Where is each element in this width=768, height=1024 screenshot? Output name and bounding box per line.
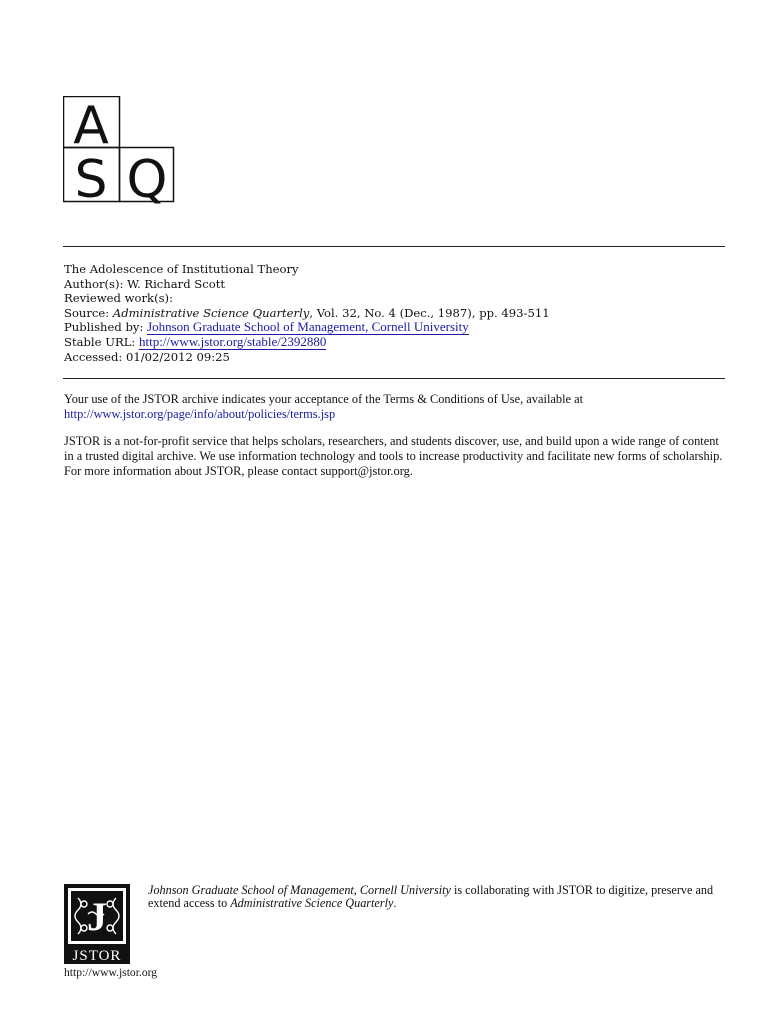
svg-text:J: J	[87, 894, 107, 939]
published-line	[64, 320, 726, 335]
registered-mark: ®	[120, 950, 127, 960]
article-title: The Adolescence of Institutional Theory	[64, 262, 299, 276]
jstor-home-link[interactable]: http://www.jstor.org	[64, 966, 158, 979]
publisher-link[interactable]: Johnson Graduate School of Management, Cornell University	[147, 319, 469, 335]
terms-link[interactable]: http://www.jstor.org/page/info/about/policies/terms.jsp	[64, 407, 336, 421]
terms-text: Your use of the JSTOR archive indicates your acceptance of the Terms & Conditions of Use, available at	[64, 392, 584, 406]
top-divider	[63, 246, 725, 247]
author-label: Author(s):	[64, 276, 124, 291]
author-name: W. Richard Scott	[127, 276, 226, 291]
accessed-line	[64, 350, 726, 365]
about-jstor-paragraph: JSTOR is a not-for-profit service that helps scholars, researchers, and students discover, use, and build upon a wide range of content in a trusted digital archive. We use information technology and tools to increase productivity and facilitate new forms of scholarship. For more information about JSTOR, please contact support@jstor.org.	[64, 434, 723, 478]
stable-url-link[interactable]: http://www.jstor.org/stable/2392880	[138, 333, 327, 349]
source-detail: , Vol. 32, No. 4 (Dec., 1987), pp. 493-511	[309, 305, 550, 320]
author-line	[64, 277, 726, 292]
asq-logo	[63, 96, 175, 204]
logo-letter-a: A	[73, 96, 109, 156]
terms-paragraph	[64, 392, 724, 422]
accessed-label: Accessed:	[64, 349, 123, 364]
footer-publisher: Johnson Graduate School of Management, Cornell University	[148, 883, 451, 897]
citation-block	[64, 262, 726, 364]
stable-url-line	[64, 335, 726, 350]
footer-journal: Administrative Science Quarterly	[230, 895, 394, 910]
terms-block	[64, 392, 724, 491]
stable-url-label: Stable URL:	[64, 334, 136, 349]
middle-divider	[63, 378, 725, 379]
source-journal: Administrative Science Quarterly	[112, 305, 310, 320]
source-line	[64, 306, 726, 321]
collaboration-text: is collaborating with JSTOR to digitize, preserve and extend access to	[148, 883, 714, 910]
accessed-date: 01/02/2012 09:25	[126, 349, 230, 364]
logo-letter-s: S	[74, 150, 108, 204]
reviewed-works-line: Reviewed work(s):	[64, 291, 173, 306]
source-label: Source:	[64, 305, 110, 320]
jstor-logo-text: JSTOR	[72, 948, 122, 964]
published-label: Published by:	[64, 320, 144, 335]
logo-letter-q: Q	[126, 150, 168, 204]
footer-period: .	[393, 895, 397, 910]
collaboration-note	[148, 884, 734, 909]
